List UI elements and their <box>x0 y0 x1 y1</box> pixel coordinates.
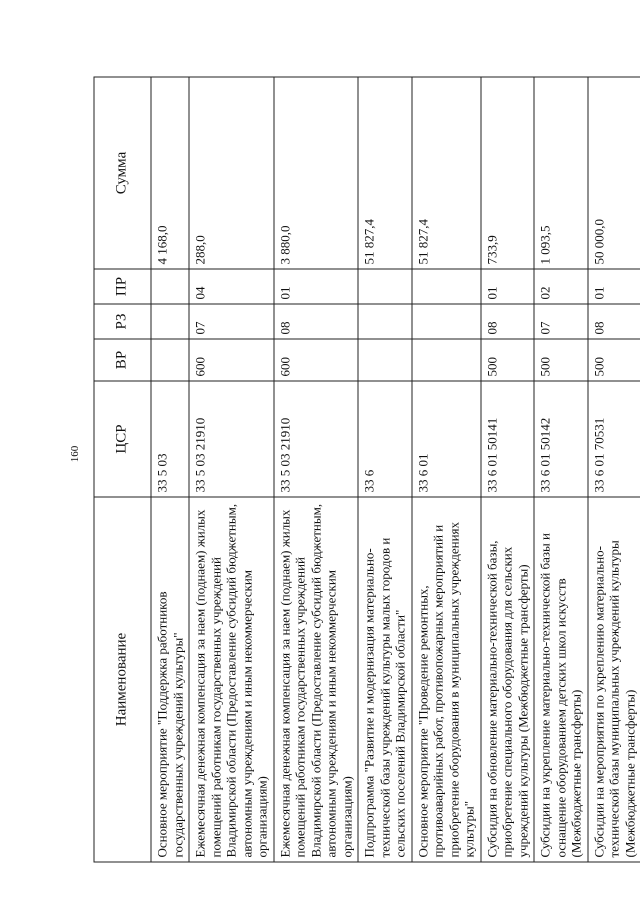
cell-rz: 07 <box>189 304 274 339</box>
cell-pr: 01 <box>588 269 640 304</box>
cell-pr: 01 <box>274 269 359 304</box>
cell-vr: 500 <box>534 339 588 381</box>
cell-name: Ежемесячная денежная компенсация за наем (поднаем) жилых помещений работникам государственных учреждений Владимирской области (Предоставление субсидий бюджетным, автономным учреждениям и иным некоммерческим организациям) <box>189 497 274 862</box>
cell-name: Основное мероприятие "Поддержка работников государственных учреждений культуры" <box>151 497 189 862</box>
header-vr: ВР <box>94 339 151 381</box>
cell-rz <box>151 304 189 339</box>
cell-rz: 08 <box>588 304 640 339</box>
cell-rz <box>358 304 412 339</box>
table-row <box>151 77 189 862</box>
cell-sum: 1 093,5 <box>534 77 588 269</box>
cell-vr: 600 <box>274 339 359 381</box>
cell-pr <box>412 269 481 304</box>
page-number: 160 <box>69 445 81 463</box>
cell-pr: 01 <box>481 269 535 304</box>
cell-sum: 4 168,0 <box>151 77 189 269</box>
cell-csr: 33 6 <box>358 381 412 497</box>
cell-vr <box>412 339 481 381</box>
cell-vr <box>151 339 189 381</box>
cell-rz: 08 <box>274 304 359 339</box>
table-row <box>274 77 359 862</box>
cell-rz: 08 <box>481 304 535 339</box>
cell-sum: 51 827,4 <box>412 77 481 269</box>
header-sum: Сумма <box>94 77 151 269</box>
cell-csr: 33 5 03 21910 <box>189 381 274 497</box>
header-rz: РЗ <box>94 304 151 339</box>
cell-name: Субсидии на мероприятия по укреплению материально-технической базы муниципальных учреждений культуры (Межбюджетные трансферты) <box>588 497 640 862</box>
cell-csr: 33 6 01 <box>412 381 481 497</box>
header-csr: ЦСР <box>94 381 151 497</box>
table-row <box>189 77 274 862</box>
cell-vr: 500 <box>588 339 640 381</box>
cell-pr <box>358 269 412 304</box>
cell-name: Подпрограмма "Развитие и модернизация материально-технической базы учреждений культуры малых городов и сельских поселений Владимирской области" <box>358 497 412 862</box>
cell-sum: 733,9 <box>481 77 535 269</box>
cell-sum: 3 880,0 <box>274 77 359 269</box>
rotated-table-wrapper <box>94 78 637 863</box>
table-row <box>481 77 535 862</box>
cell-name: Ежемесячная денежная компенсация за наем (поднаем) жилых помещений работникам государственных учреждений Владимирской области (Предоставление субсидий бюджетным, автономным учреждениям и иным некоммерческим организациям) <box>274 497 359 862</box>
cell-vr: 600 <box>189 339 274 381</box>
budget-table <box>94 77 640 863</box>
cell-name: Основное мероприятие "Проведение ремонтных, противоаварийных работ, противопожарных мероприятий и приобретение оборудования в муниципальных учреждениях культуры" <box>412 497 481 862</box>
cell-sum: 288,0 <box>189 77 274 269</box>
table-row <box>534 77 588 862</box>
cell-csr: 33 6 01 70531 <box>588 381 640 497</box>
table-row <box>588 77 640 862</box>
table-row <box>358 77 412 862</box>
table-row <box>412 77 481 862</box>
cell-sum: 50 000,0 <box>588 77 640 269</box>
table-header-row <box>94 77 151 862</box>
cell-csr: 33 5 03 21910 <box>274 381 359 497</box>
cell-pr: 02 <box>534 269 588 304</box>
cell-csr: 33 6 01 50141 <box>481 381 535 497</box>
cell-csr: 33 5 03 <box>151 381 189 497</box>
cell-pr: 04 <box>189 269 274 304</box>
cell-sum: 51 827,4 <box>358 77 412 269</box>
header-name: Наименование <box>94 497 151 862</box>
header-pr: ПР <box>94 269 151 304</box>
cell-csr: 33 6 01 50142 <box>534 381 588 497</box>
cell-rz <box>412 304 481 339</box>
cell-vr: 500 <box>481 339 535 381</box>
cell-rz: 07 <box>534 304 588 339</box>
cell-name: Субсидия на обновление материально-технической базы, приобретение специального оборудования для сельских учреждений культуры (Межбюджетные трансферты) <box>481 497 535 862</box>
cell-name: Субсидии на укрепление материально-технической базы и оснащение оборудованием детских школ искусств (Межбюджетные трансферты) <box>534 497 588 862</box>
cell-vr <box>358 339 412 381</box>
cell-pr <box>151 269 189 304</box>
